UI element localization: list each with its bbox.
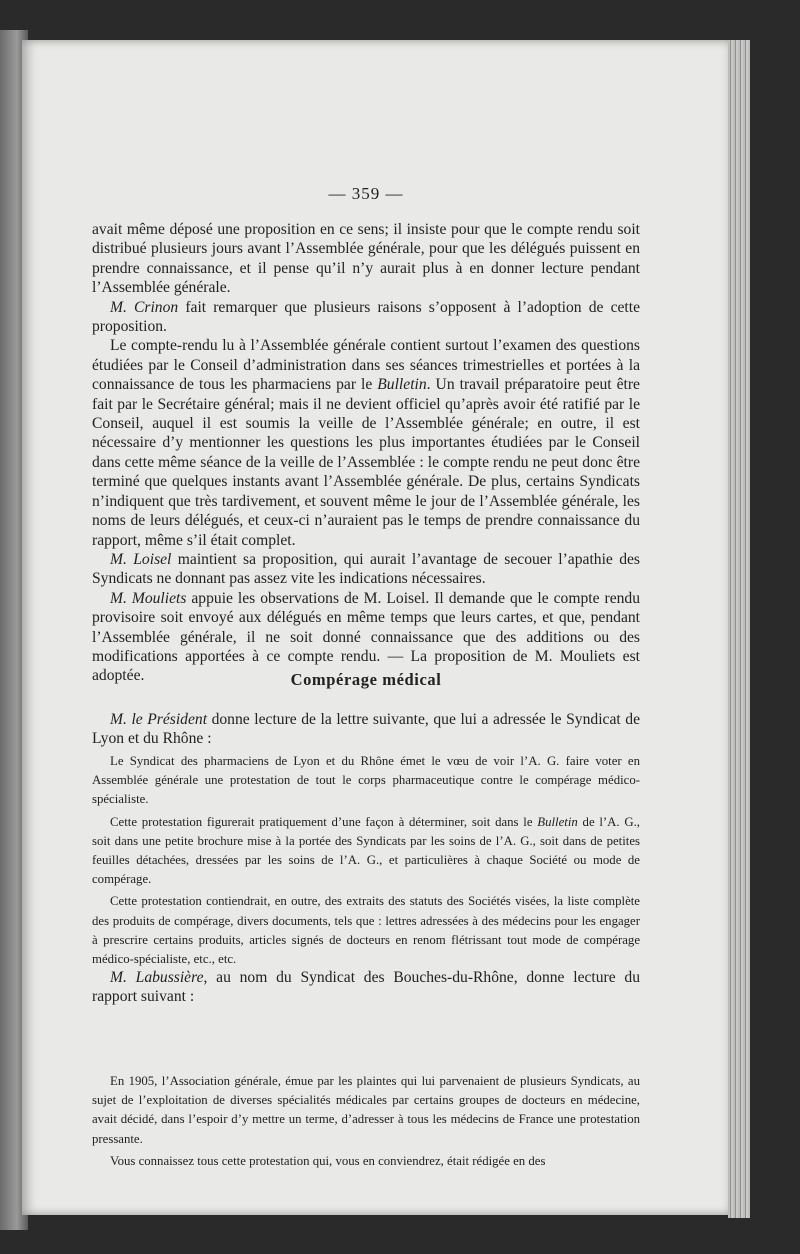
labussiere-intro xyxy=(92,968,640,1007)
paragraph-text: Le compte-rendu lu à l’Assemblée générale contient surtout l’examen des questions étudiées par le Conseil d’administration dans ses séances trimestrielles et portées à la connaissance de tous les pharmaciens par le xyxy=(92,337,640,394)
report-paragraph-2: Vous connaissez tous cette protestation qui, vous en conviendrez, était rédigée en des xyxy=(110,1153,546,1168)
paragraph-text: , au nom du Syndicat des Bouches-du-Rhône, donne lecture du rapport suivant : xyxy=(92,969,640,1006)
speaker-name: M. Labussière xyxy=(110,969,204,986)
paragraph-text: . Un travail préparatoire peut être fait par le Secrétaire général; mais il ne devient officiel qu’après avoir été ratifié par le Conseil, auquel il est soumis la veille de l’Assemblée générale; en outre, il est nécessaire d’y mentionner les questions les plus importantes étudiées par le Conseil dans cette même séance de la veille de l’Assemblée : le compte rendu ne peut donc être terminé que quelques instants avant l’Assemblée générale. De plus, certains Syndicats n’indiquent que très tardivement, et souvent même le jour de l’Assemblée générale, les noms de leurs délégués, et ceux-ci n’auraient pas le temps de prendre connaissance du rapport, même s’il était complet. xyxy=(92,376,640,549)
discussion-text xyxy=(92,220,640,686)
speaker-name: M. Mouliets xyxy=(110,589,187,607)
paragraph-text: Cette protestation figurerait pratiquement d’une façon à déterminer, soit dans le xyxy=(110,814,538,829)
paragraph-2 xyxy=(92,298,640,337)
bulletin-title: Bulletin xyxy=(377,376,427,394)
letter-paragraph-1: Le Syndicat des pharmaciens de Lyon et du Rhône émet le vœu de voir l’A. G. faire voter en Assemblée générale une protestation de tout le corps pharmaceutique contre le compérage médico-spécialiste. xyxy=(92,754,640,807)
paragraph-text: de l’A. G., soit dans une petite brochure mise à la portée des Syndicats par les soins de l’A. G., soit dans de petites feuilles détachées, dressées par les soins de l’A. G., et particulières à chaque Société ou mode de compérage. xyxy=(92,814,641,887)
paragraph-text: appuie les observations de M. Loisel. Il demande que le compte rendu provisoire soit envoyé aux délégués en même temps que leurs cartes, et que, pendant l’Assemblée générale, il ne soit donné connaissance que des additions ou des modifications apportées à ce compte rendu. — La proposition de M. Mouliets est adoptée. xyxy=(92,589,640,685)
paragraph-president xyxy=(92,710,640,749)
bulletin-title: Bulletin xyxy=(537,814,578,829)
paragraph-4 xyxy=(92,550,640,589)
paragraph-1 xyxy=(92,220,640,298)
page-number: — 359 — xyxy=(328,184,404,203)
book-page xyxy=(22,40,732,1215)
section-heading: Compérage médical xyxy=(290,670,442,689)
speaker-name: M. Crinon xyxy=(110,298,179,316)
letter-paragraph-2 xyxy=(92,813,640,890)
paragraph-text: fait remarquer que plusieurs raisons s’opposent à l’adoption de cette proposition. xyxy=(92,298,640,336)
paragraph-text: donne lecture de la lettre suivante, que lui a adressée le Syndicat de Lyon et du Rhône : xyxy=(92,711,640,748)
letter-paragraph-3: Cette protestation contiendrait, en outre, des extraits des statuts des Sociétés visées, la liste complète des produits de compérage, divers documents, tels que : lettres adressées à des médecins pour les engager à prescrire certains produits, articles signés de docteurs en renom flétrissant tout mode de compérage médico-spécialiste, etc., etc. xyxy=(92,894,640,967)
paragraph-labussiere xyxy=(92,968,640,1007)
paragraph-3 xyxy=(92,336,640,549)
report-paragraph-1: En 1905, l’Association générale, émue par les plaintes qui lui parvenaient de plusieurs Syndicats, au sujet de l’exploitation de diverses spécialités médicales par certains groupes de docteurs en médecine, avait décidé, dans l’espoir d’y mettre un terme, d’adresser à tous les médecins de France une protestation pressante. xyxy=(92,1074,640,1146)
speaker-name: M. Loisel xyxy=(110,550,172,568)
report-text xyxy=(92,1072,640,1174)
lyon-letter xyxy=(92,752,640,972)
page-stack-edge xyxy=(728,40,750,1218)
speaker-name: M. le Président xyxy=(110,711,208,728)
president-intro xyxy=(92,710,640,749)
paragraph-text: avait même déposé une proposition en ce sens; il insiste pour que le compte rendu soit distribué plusieurs jours avant l’Assemblée générale, pour que les délégués puissent en prendre connaissance, et il pense qu’il n’y aurait plus à en donner lecture pendant l’Assemblée générale. xyxy=(92,221,640,297)
paragraph-text: maintient sa proposition, qui aurait l’avantage de secouer l’apathie des Syndicats ne donnant pas assez vite les indications nécessaires. xyxy=(92,550,640,588)
